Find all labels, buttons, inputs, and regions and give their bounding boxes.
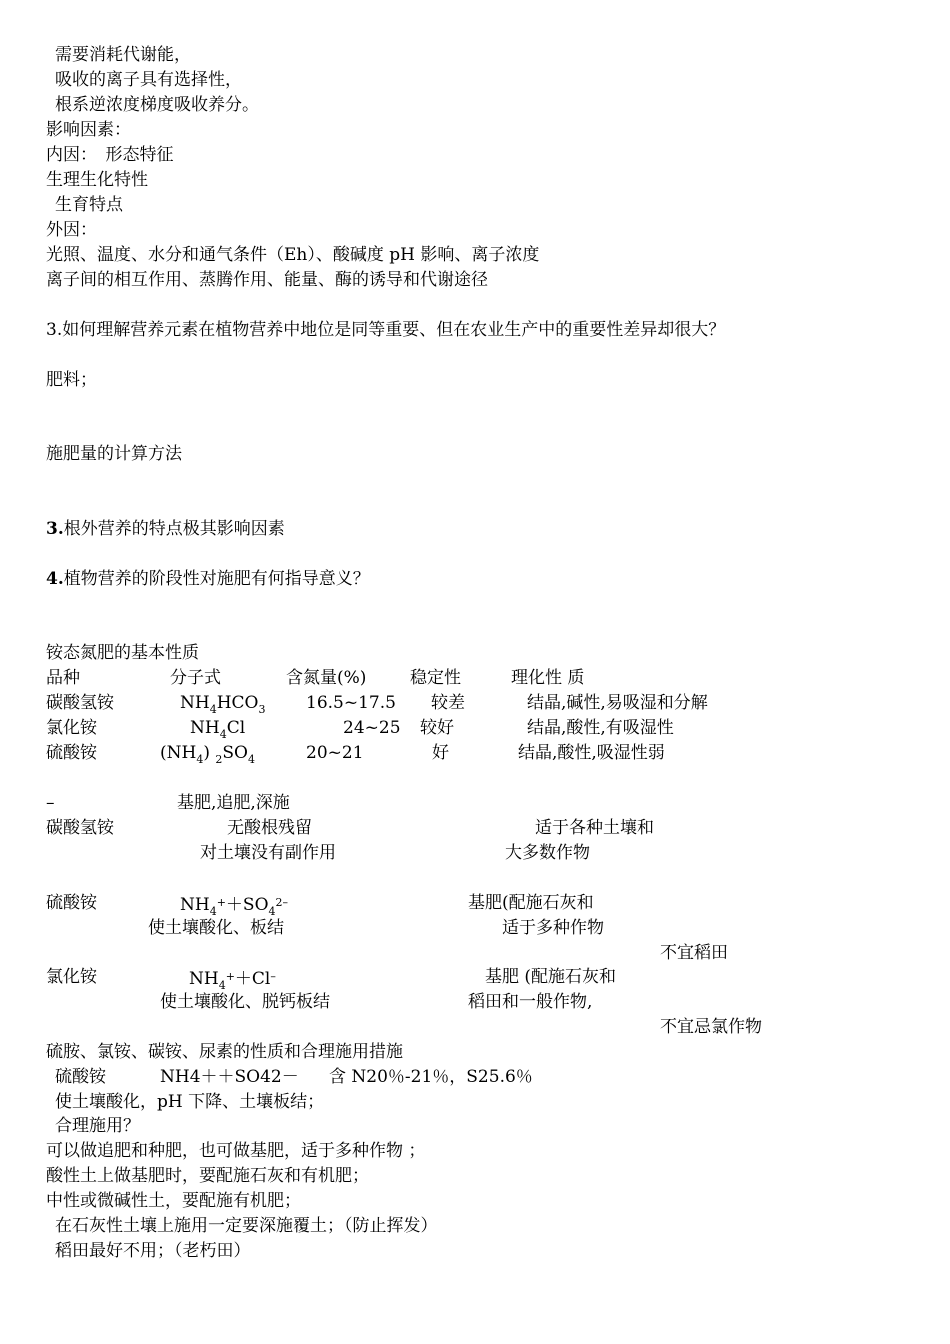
table-header-props: 理化性 质 xyxy=(511,668,585,688)
text-line: 根系逆浓度梯度吸收养分。 xyxy=(55,95,259,115)
text-line: 需要消耗代谢能， xyxy=(55,45,191,65)
text-line: 肥料； xyxy=(46,370,97,390)
text-line: 中性或微碱性土，要配施有机肥； xyxy=(46,1191,301,1211)
text-line: 酸性土上做基肥时，要配施石灰和有机肥； xyxy=(46,1166,369,1186)
text-line: 合理施用？ xyxy=(55,1116,140,1136)
fertilizer-name: 碳酸氢铵 xyxy=(46,818,114,838)
text-line: 生育特点 xyxy=(55,195,123,215)
text-line: 在石灰性土壤上施用一定要深施覆土；（防止挥发） xyxy=(55,1216,438,1236)
text-line: 外因： xyxy=(46,220,97,240)
text-line: 基肥,追肥,深施 xyxy=(177,793,290,813)
table-title: 铵态氮肥的基本性质 xyxy=(46,643,199,663)
chemical-formula: NH4＋＋SO42－ xyxy=(160,1067,299,1087)
text-line: 内因： 形态特征 xyxy=(46,145,174,165)
table-cell-content: 16.5~17.5 xyxy=(306,693,396,713)
table-cell-name: 硫酸铵 xyxy=(46,743,97,763)
text-line: 施肥量的计算方法 xyxy=(46,444,182,464)
text-line: 不宜稻田 xyxy=(660,943,728,963)
text-line: 影响因素： xyxy=(46,120,131,140)
text-line: 适于多种作物 xyxy=(502,918,604,938)
table-cell-stability: 较差 xyxy=(431,693,465,713)
question-heading: 3.如何理解营养元素在植物营养中地位是同等重要、但在农业生产中的重要性差异却很大？ xyxy=(46,320,726,340)
chemical-formula: $NH_4^++SO_4^{2-}$ xyxy=(180,895,289,918)
table-cell-formula: $NH_4HCO_3$ xyxy=(180,693,266,716)
fertilizer-name: 硫酸铵 xyxy=(55,1067,106,1087)
text-line: 基肥(配施石灰和 xyxy=(468,893,594,913)
text-line: 无酸根残留 xyxy=(227,818,312,838)
table-cell-props: 结晶,酸性,吸湿性弱 xyxy=(518,743,665,763)
table-cell-content: 24~25 xyxy=(343,718,401,738)
table-cell-props: 结晶,酸性,有吸湿性 xyxy=(527,718,674,738)
table-cell-formula: $(NH_4)$ $_2SO_4$ xyxy=(160,743,255,766)
table-header-content: 含氮量(%) xyxy=(286,668,367,688)
text-line: 光照、温度、水分和通气条件（Eh）、酸碱度 pH 影响、离子浓度 xyxy=(46,245,540,265)
text-line: 生理生化特性 xyxy=(46,170,148,190)
table-cell-name: 碳酸氢铵 xyxy=(46,693,114,713)
text-line: 使土壤酸化、脱钙板结 xyxy=(160,992,330,1012)
text-line: 稻田和一般作物, xyxy=(468,992,593,1012)
table-cell-content: 20~21 xyxy=(306,743,364,763)
text-line: 离子间的相互作用、蒸腾作用、能量、酶的诱导和代谢途径 xyxy=(46,270,488,290)
text-line: 基肥 (配施石灰和 xyxy=(485,967,617,987)
text-line: 适于各种土壤和 xyxy=(535,818,654,838)
text-line: 可以做追肥和种肥，也可做基肥，适于多种作物 ； xyxy=(46,1141,426,1161)
text-line: 对土壤没有副作用 xyxy=(200,843,336,863)
table-cell-stability: 较好 xyxy=(420,718,454,738)
table-header-stability: 稳定性 xyxy=(410,668,461,688)
subsection-title: 硫胺、氯铵、碳铵、尿素的性质和合理施用措施 xyxy=(46,1042,403,1062)
table-header-name: 品种 xyxy=(46,668,80,688)
text-line: 使土壤酸化、板结 xyxy=(148,918,284,938)
fertilizer-name: 硫酸铵 xyxy=(46,893,97,913)
table-header-formula: 分子式 xyxy=(170,668,221,688)
dash-mark: – xyxy=(46,793,55,813)
table-cell-formula: $NH_4Cl$ xyxy=(190,718,246,741)
text-line: 不宜忌氯作物 xyxy=(660,1017,762,1037)
section-heading: 3.根外营养的特点极其影响因素 xyxy=(46,519,285,539)
fertilizer-name: 氯化铵 xyxy=(46,967,97,987)
section-heading: 4.植物营养的阶段性对施肥有何指导意义？ xyxy=(46,569,370,589)
chemical-formula: $NH_4^++Cl^-$ xyxy=(189,969,276,992)
table-cell-props: 结晶,碱性,易吸湿和分解 xyxy=(527,693,708,713)
text-line: 大多数作物 xyxy=(505,843,590,863)
text-line: 使土壤酸化，pH 下降、土壤板结； xyxy=(55,1092,325,1112)
table-cell-name: 氯化铵 xyxy=(46,718,97,738)
table-cell-stability: 好 xyxy=(432,743,449,763)
text-line: 稻田最好不用；（老朽田） xyxy=(55,1241,251,1261)
text-line: 吸收的离子具有选择性， xyxy=(55,70,242,90)
text-line: 含 N20％-21％，S25.6％ xyxy=(329,1067,533,1087)
